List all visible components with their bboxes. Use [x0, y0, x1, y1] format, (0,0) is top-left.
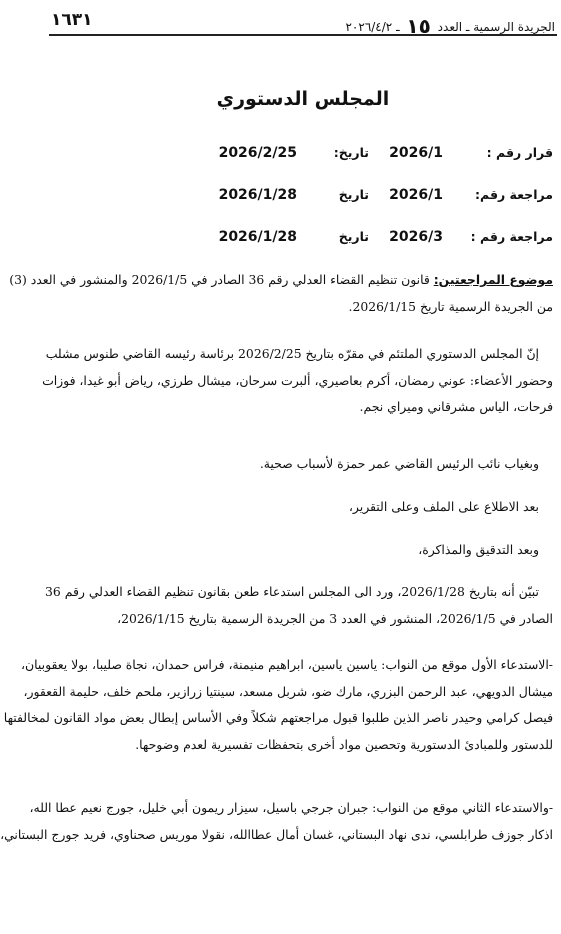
page-title: المجلس الدستوري [216, 88, 390, 110]
review-ref-row [53, 187, 553, 209]
text-line: وحضور الأعضاء: عوني رمضان، أكرم بعاصيري، ألبرت سرحان، ميشال طرزي، رياض أبو غيدا، فوزات [42, 372, 553, 388]
appeal-received-paragraph [45, 579, 553, 632]
text-line: للدستور وللمبادئ الدستورية وتحصين مواد أخرى بتحفظات تفسيرية لعدم وضوحها. [135, 736, 553, 752]
text-line: من الجريدة الرسمية تاريخ 2026/1/15. [348, 298, 553, 314]
first-petition-paragraph [3, 652, 553, 758]
text-line: فيصل كرامي وحيدر ناصر الذين طلبوا قبول مراجعتهم شكلاً وفي الأساس إبطال بعض مواد القانون لمخالفتها [3, 710, 553, 725]
text-line: تبيّن أنه بتاريخ 2026/1/28، ورد الى المجلس استدعاء طعن بقانون تنظيم القضاء العدلي رقم 36 [45, 584, 539, 599]
absence-paragraph [53, 451, 553, 478]
issue-number: ١٥ [406, 14, 431, 38]
text-line: وبغياب نائب الرئيس القاضي عمر حمزة لأسباب صحية. [259, 456, 539, 471]
gazette-name: الجريدة الرسمية ـ العدد [437, 20, 555, 34]
text-line: إنّ المجلس الدستوري الملتئم في مقرّه بتاريخ 2026/2/25 برئاسة رئيسه القاضي طنوس مشلب [45, 346, 539, 361]
subject-paragraph [9, 267, 553, 320]
subject-text: قانون تنظيم القضاء العدلي رقم 36 الصادر في 2026/1/5 والمنشور في العدد (3) [9, 272, 434, 287]
council-composition-paragraph [42, 341, 553, 421]
ref-label: قرار رقم : [486, 145, 553, 160]
running-header [49, 8, 557, 36]
ref-date-label: تاريخ: [333, 145, 369, 160]
ref-date: 2026/1/28 [218, 187, 297, 203]
deliberation-paragraph [53, 537, 553, 564]
ref-label: مراجعة رقم : [470, 229, 553, 244]
page-number: ١٦٣١ [51, 10, 93, 30]
second-petition-paragraph [0, 795, 553, 848]
text-line: وبعد التدقيق والمذاكرة، [418, 542, 539, 557]
ref-date: 2026/1/28 [218, 229, 297, 245]
ref-date-label: تاريخ [338, 187, 369, 202]
ref-number: 2026/3 [389, 229, 443, 245]
text-line: اذكار جوزف طرابلسي، ندى نهاد البستاني، غسان أمال عطاالله، نقولا موريس صحناوي، فريد جورج البستاني، [0, 826, 553, 842]
text-line: -الاستدعاء الأول موقع من النواب: ياسين ياسين، ابراهيم منيمنة، فراس حمدان، نجاة صليبا، بولا يعقوبيان، [21, 657, 553, 672]
ref-number: 2026/1 [389, 187, 443, 203]
review-ref-row [53, 229, 553, 251]
text-line: بعد الاطلاع على الملف وعلى التقرير، [348, 499, 539, 514]
text-line: فرحات، الياس مشرقاني وميراي نجم. [359, 399, 553, 414]
text-line: -والاستدعاء الثاني موقع من النواب: جبران جرجي باسيل، سيزار ريمون أبي خليل، جورج نعيم عطا الله، [29, 800, 553, 815]
subject-label: موضوع المراجعتين: [433, 272, 553, 287]
ref-date: 2026/2/25 [218, 145, 297, 161]
text-line [9, 267, 553, 294]
text-line: ميشال الدويهي، عبد الرحمن البزري، مارك ضو، شربل مسعد، سينتيا زرازير، ملحم خلف، حليمة القعقور، [23, 683, 553, 699]
decision-ref-row [53, 145, 553, 167]
issue-date: ـ ٢٠٢٦/٤/٢ [345, 20, 400, 34]
ref-label: مراجعة رقم: [475, 187, 553, 202]
ref-number: 2026/1 [389, 145, 443, 161]
review-file-paragraph [53, 494, 553, 521]
ref-date-label: تاريخ [338, 229, 369, 244]
text-line: الصادر في 2026/1/5، المنشور في العدد 3 من الجريدة الرسمية بتاريخ 2026/1/15، [117, 610, 553, 626]
gazette-issue-line [345, 12, 555, 36]
